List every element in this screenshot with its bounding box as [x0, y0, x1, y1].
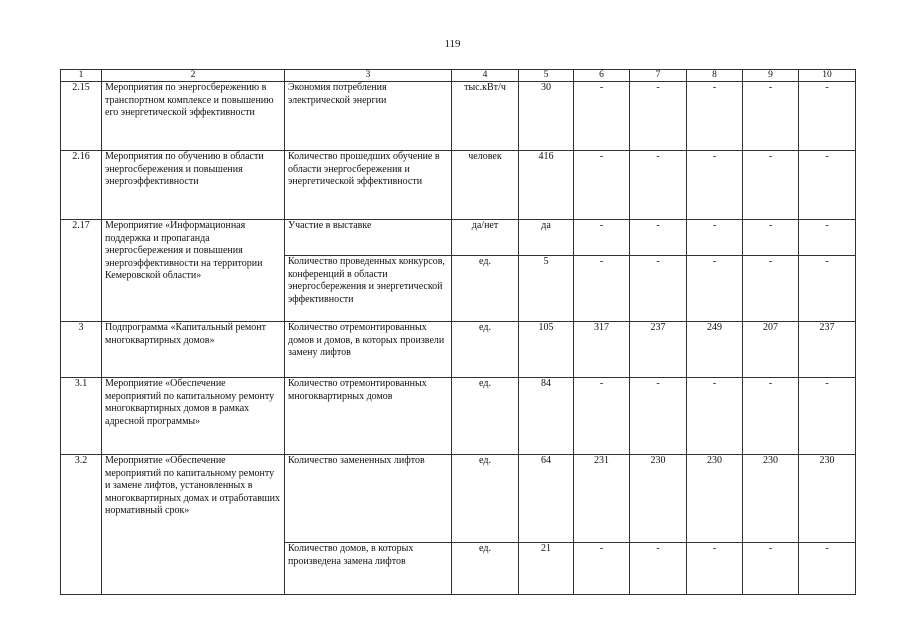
- value-cell: -: [687, 151, 743, 220]
- table-row: [61, 220, 856, 256]
- column-header: 7: [630, 70, 687, 82]
- unit-cell: ед.: [452, 455, 519, 543]
- activity-name: Мероприятие «Информационная поддержка и пропаганда энергосбережения и повышения энергоэффективности на территории Кемеровской области»: [102, 220, 285, 322]
- unit-cell: ед.: [452, 322, 519, 378]
- row-number: 2.15: [61, 82, 102, 151]
- column-header: 8: [687, 70, 743, 82]
- value-cell: -: [799, 256, 856, 322]
- column-header: 4: [452, 70, 519, 82]
- value-cell: -: [574, 151, 630, 220]
- value-cell: -: [574, 543, 630, 595]
- column-header: 3: [285, 70, 452, 82]
- value-cell: -: [630, 378, 687, 455]
- value-cell: -: [799, 378, 856, 455]
- unit-cell: ед.: [452, 378, 519, 455]
- value-cell: да: [519, 220, 574, 256]
- activity-name: Мероприятия по обучению в области энергосбережения и повышения энергоэффективности: [102, 151, 285, 220]
- page-number: 119: [444, 38, 461, 50]
- row-number: 3.2: [61, 455, 102, 595]
- table-row: [61, 151, 856, 220]
- unit-cell: человек: [452, 151, 519, 220]
- column-header: 10: [799, 70, 856, 82]
- value-cell: 237: [630, 322, 687, 378]
- indicator-name: Экономия потребления электрической энергии: [285, 82, 452, 151]
- table-row: [61, 82, 856, 151]
- value-cell: 230: [743, 455, 799, 543]
- value-cell: -: [743, 378, 799, 455]
- row-number: 3: [61, 322, 102, 378]
- value-cell: -: [687, 378, 743, 455]
- column-header: 9: [743, 70, 799, 82]
- value-cell: -: [743, 543, 799, 595]
- value-cell: 5: [519, 256, 574, 322]
- row-number: 2.16: [61, 151, 102, 220]
- value-cell: -: [743, 220, 799, 256]
- indicator-name: Количество прошедших обучение в области энергосбережения и энергетической эффективности: [285, 151, 452, 220]
- value-cell: -: [743, 256, 799, 322]
- unit-cell: тыс.кВт/ч: [452, 82, 519, 151]
- column-header: 5: [519, 70, 574, 82]
- value-cell: 105: [519, 322, 574, 378]
- unit-cell: ед.: [452, 256, 519, 322]
- value-cell: -: [743, 151, 799, 220]
- value-cell: -: [743, 82, 799, 151]
- column-number-row: [61, 70, 856, 82]
- value-cell: 317: [574, 322, 630, 378]
- indicator-name: Количество проведенных конкурсов, конференций в области энергосбережения и энергетической эффективности: [285, 256, 452, 322]
- value-cell: 416: [519, 151, 574, 220]
- value-cell: 230: [630, 455, 687, 543]
- value-cell: 237: [799, 322, 856, 378]
- value-cell: -: [574, 256, 630, 322]
- table-row: [61, 322, 856, 378]
- value-cell: -: [799, 151, 856, 220]
- value-cell: -: [574, 220, 630, 256]
- value-cell: 30: [519, 82, 574, 151]
- value-cell: -: [574, 378, 630, 455]
- indicator-name: Участие в выставке: [285, 220, 452, 256]
- indicators-table: [60, 69, 856, 595]
- value-cell: -: [799, 220, 856, 256]
- value-cell: -: [687, 220, 743, 256]
- column-header: 6: [574, 70, 630, 82]
- value-cell: -: [687, 543, 743, 595]
- activity-name: Мероприятие «Обеспечение мероприятий по капитальному ремонту и замене лифтов, установленных в многоквартирных домах и отработавших нормативный срок»: [102, 455, 285, 595]
- value-cell: -: [630, 220, 687, 256]
- value-cell: -: [630, 151, 687, 220]
- value-cell: 230: [799, 455, 856, 543]
- value-cell: 21: [519, 543, 574, 595]
- unit-cell: ед.: [452, 543, 519, 595]
- value-cell: -: [799, 543, 856, 595]
- column-header: 1: [61, 70, 102, 82]
- indicator-name: Количество отремонтированных домов и домов, в которых произвели замену лифтов: [285, 322, 452, 378]
- table-body: [61, 70, 856, 595]
- activity-name: Мероприятие «Обеспечение мероприятий по капитальному ремонту многоквартирных домов в рамках адресной программы»: [102, 378, 285, 455]
- value-cell: -: [687, 82, 743, 151]
- value-cell: 230: [687, 455, 743, 543]
- value-cell: 64: [519, 455, 574, 543]
- indicator-name: Количество отремонтированных многоквартирных домов: [285, 378, 452, 455]
- value-cell: -: [630, 256, 687, 322]
- row-number: 2.17: [61, 220, 102, 322]
- value-cell: 84: [519, 378, 574, 455]
- row-number: 3.1: [61, 378, 102, 455]
- table-row: [61, 455, 856, 543]
- value-cell: 231: [574, 455, 630, 543]
- value-cell: -: [630, 543, 687, 595]
- indicator-name: Количество домов, в которых произведена замена лифтов: [285, 543, 452, 595]
- value-cell: -: [799, 82, 856, 151]
- value-cell: 249: [687, 322, 743, 378]
- indicator-name: Количество замененных лифтов: [285, 455, 452, 543]
- table-row: [61, 378, 856, 455]
- value-cell: -: [574, 82, 630, 151]
- activity-name: Мероприятия по энергосбережению в транспортном комплексе и повышению его энергетической эффективности: [102, 82, 285, 151]
- unit-cell: да/нет: [452, 220, 519, 256]
- value-cell: -: [687, 256, 743, 322]
- value-cell: 207: [743, 322, 799, 378]
- column-header: 2: [102, 70, 285, 82]
- activity-name: Подпрограмма «Капитальный ремонт многоквартирных домов»: [102, 322, 285, 378]
- value-cell: -: [630, 82, 687, 151]
